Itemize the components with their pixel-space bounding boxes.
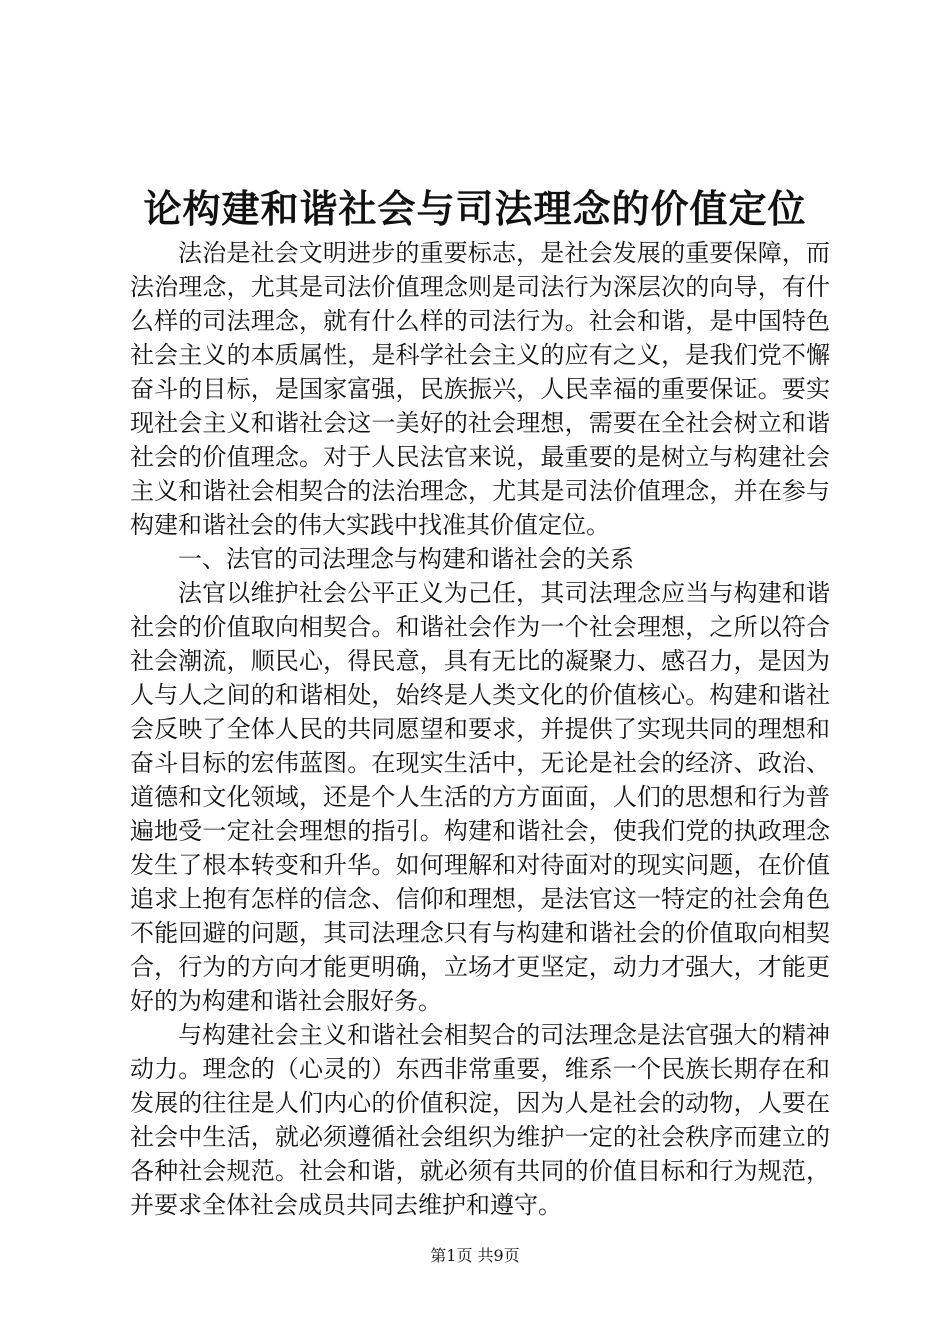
paragraph-intro: 法治是社会文明进步的重要标志，是社会发展的重要保障，而法治理念，尤其是司法价值理念则是司法行为深层次的向导，有什么样的司法理念，就有什么样的司法行为。社会和谐，是中国特色社会主义的本质属性，是科学社会主义的应有之义，是我们党不懈奋斗的目标，是国家富强，民族振兴，人民幸福的重要保证。要实现社会主义和谐社会这一美好的社会理想，需要在全社会树立和谐社会的价值理念。对于人民法官来说，最重要的是树立与构建社会主义和谐社会相契合的法治理念，尤其是司法价值理念，并在参与构建和谐社会的伟大实践中找准其价值定位。 [130,239,830,539]
paragraph-section-1-b: 与构建社会主义和谐社会相契合的司法理念是法官强大的精神动力。理念的（心灵的）东西非常重要，维系一个民族长期存在和发展的往往是人们内心的价值积淀，因为人是社会的动物，人要在社会中生活，就必须遵循社会组织为维护一定的社会秩序而建立的各种社会规范。社会和谐，就必须有共同的价值目标和行为规范，并要求全体社会成员共同去维护和遵守。 [130,1021,830,1219]
section-heading-1: 一、法官的司法理念与构建和谐社会的关系 [178,545,634,573]
document-body [130,236,830,1222]
page-footer: 第1页 共9页 [430,1246,520,1265]
document-title: 论构建和谐社会与司法理念的价值定位 [143,186,807,231]
paragraph-section-1-a: 法官以维护社会公平正义为己任，其司法理念应当与构建和谐社会的价值取向相契合。和谐社会作为一个社会理想，之所以符合社会潮流，顺民心，得民意，具有无比的凝聚力、感召力，是因为人与人之间的和谐相处，始终是人类文化的价值核心。构建和谐社会反映了全体人民的共同愿望和要求，并提供了实现共同的理想和奋斗目标的宏伟蓝图。在现实生活中，无论是社会的经济、政治、道德和文化领域，还是个人生活的方方面面，人们的思想和行为普遍地受一定社会理想的指引。构建和谐社会，使我们党的执政理念发生了根本转变和升华。如何理解和对待面对的现实问题，在价值追求上抱有怎样的信念、信仰和理想，是法官这一特定的社会角色不能回避的问题，其司法理念只有与构建和谐社会的价值取向相契合，行为的方向才能更明确，立场才更坚定，动力才强大，才能更好的为构建和谐社会服好务。 [130,579,830,1015]
